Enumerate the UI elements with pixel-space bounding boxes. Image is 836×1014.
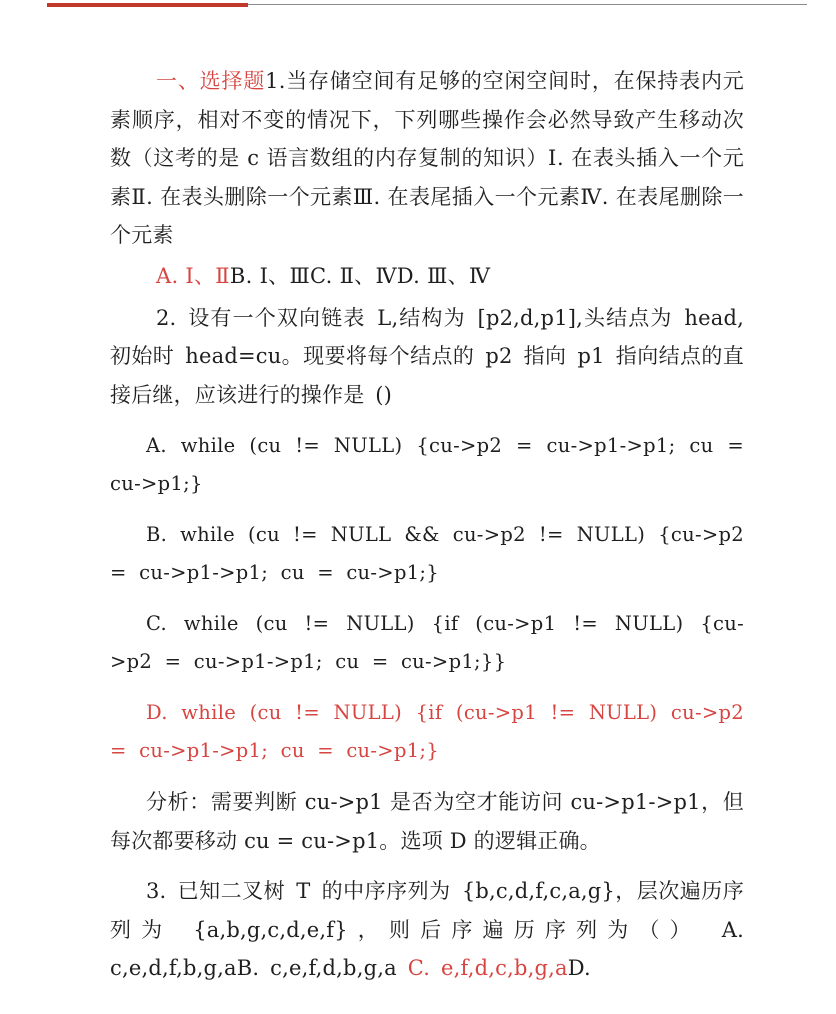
q3-option-d: D. bbox=[567, 956, 591, 980]
q3-option-c: C. e,f,d,c,b,g,a bbox=[407, 956, 568, 980]
question-2-stem: 2. 设有一个双向链表 L,结构为 [p2,d,p1],头结点为 head,初始时 head=cu。现要将每个结点的 p2 指向 p1 指向结点的直接后继，应该进行的操作是 () bbox=[110, 305, 744, 407]
question-1-options bbox=[110, 257, 744, 295]
question-3 bbox=[110, 872, 744, 988]
document-body bbox=[110, 62, 744, 988]
q1-option-c: C. Ⅱ、Ⅳ bbox=[310, 263, 397, 288]
q3-option-b: B. c,e,f,d,b,g,a bbox=[236, 956, 397, 980]
q2-option-d: D. while (cu != NULL) {if (cu->p1 != NULL) cu->p2 = cu->p1->p1; cu = cu->p1;} bbox=[110, 701, 744, 762]
q1-option-a: A. Ⅰ、Ⅱ bbox=[156, 263, 230, 288]
q3-option-a: A. c,e,d,f,b,g,a bbox=[110, 917, 744, 980]
q2-option-c: C. while (cu != NULL) {if (cu->p1 != NULL) {cu->p2 = cu->p1->p1; cu = cu->p1;}} bbox=[110, 612, 744, 673]
q2-option-b: B. while (cu != NULL && cu->p2 != NULL) {cu->p2 = cu->p1->p1; cu = cu->p1;} bbox=[110, 523, 744, 584]
q1-option-b: B. Ⅰ、Ⅲ bbox=[229, 263, 311, 288]
question-3-stem: 3. 已知二叉树 T 的中序序列为 {b,c,d,f,c,a,g}，层次遍历序列为 {a,b,g,c,d,e,f}，则后序遍历序列为（） bbox=[110, 879, 744, 942]
q2-option-a: A. while (cu != NULL) {cu->p2 = cu->p1->p1; cu = cu->p1;} bbox=[110, 434, 744, 495]
section-title: 一、选择题 bbox=[156, 69, 266, 93]
question-1 bbox=[110, 62, 744, 255]
question-1-stem: 1.当存储空间有足够的空闲空间时，在保持表内元素顺序，相对不变的情况下，下列哪些操作会必然导致产生移动次数（这考的是 c 语言数组的内存复制的知识）Ⅰ. 在表头插入一个元素Ⅱ. 在表头删除一个元素Ⅲ. 在表尾插入一个元素Ⅳ. 在表尾删除一个元素 bbox=[110, 69, 745, 247]
header-accent-bar bbox=[47, 3, 248, 7]
q1-option-d: D. Ⅲ、Ⅳ bbox=[396, 263, 491, 288]
q2-analysis: 分析：需要判断 cu->p1 是否为空才能访问 cu->p1->p1，但每次都要移动 cu = cu->p1。选项 D 的逻辑正确。 bbox=[110, 790, 744, 853]
